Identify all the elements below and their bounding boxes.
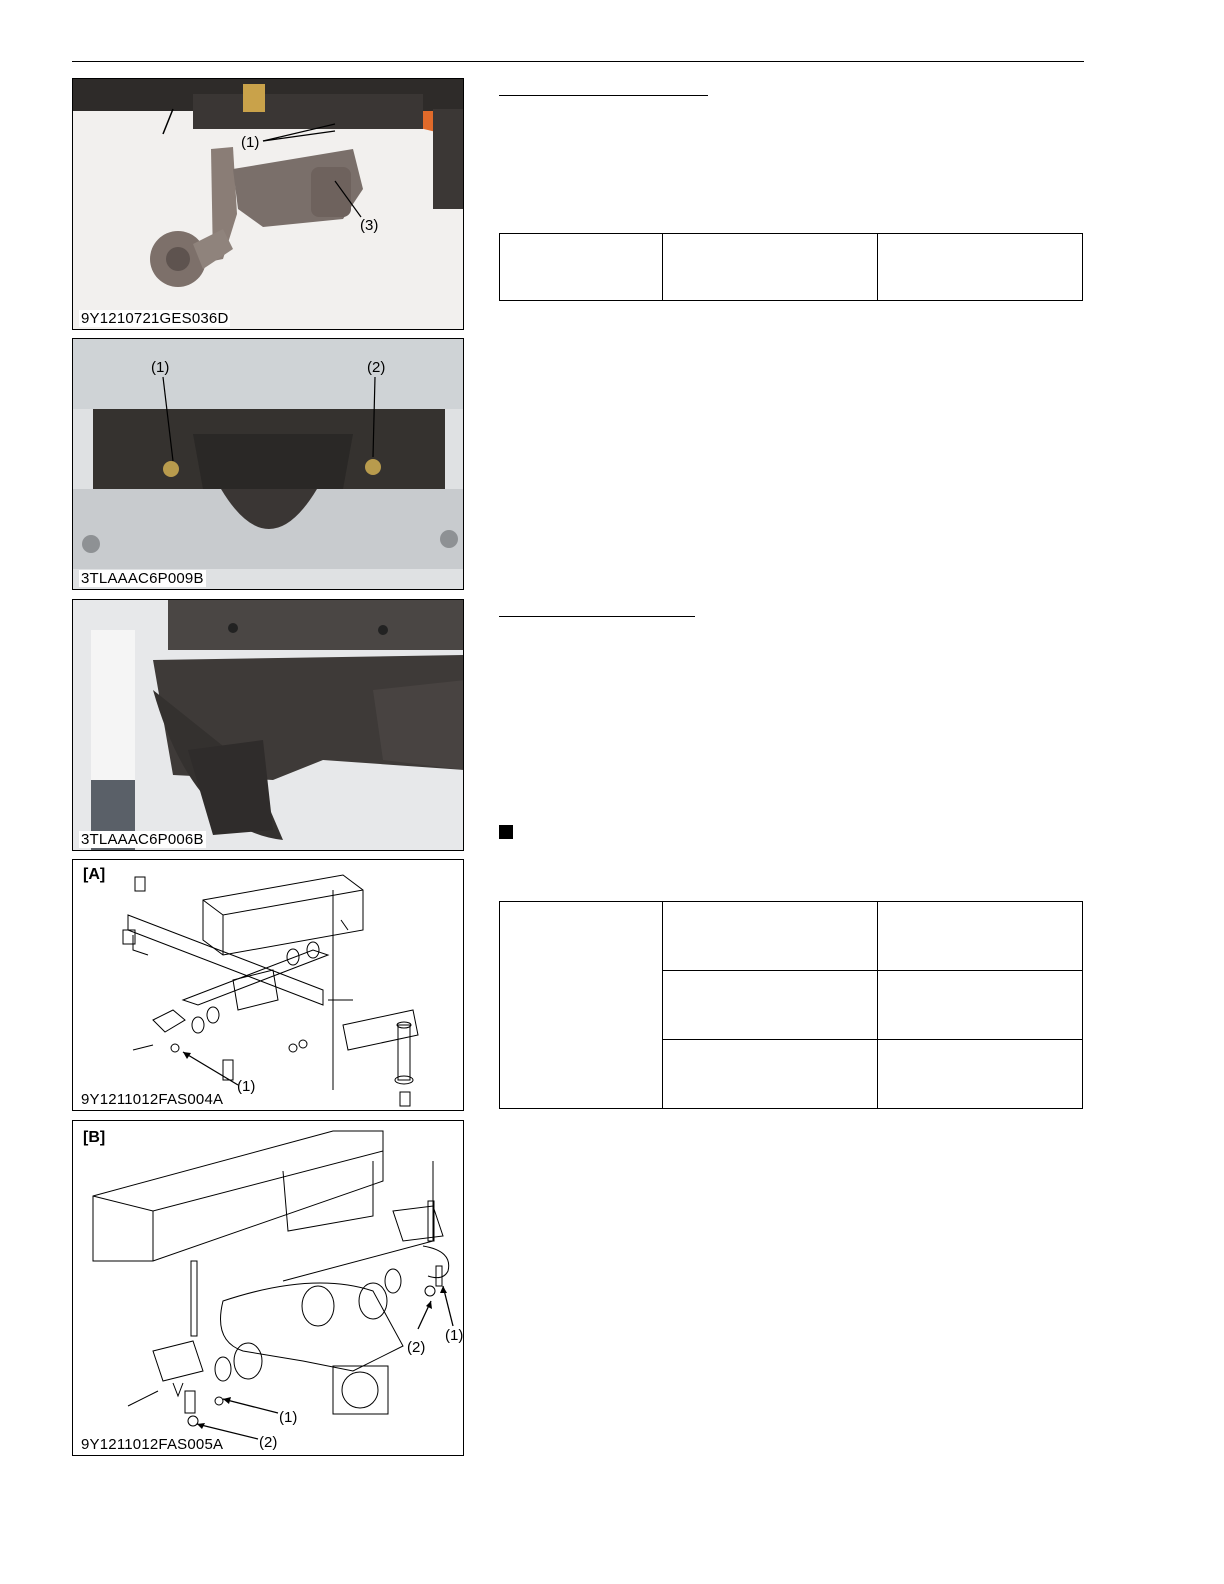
- callout-2: (2): [259, 1434, 278, 1451]
- spec-table-cell: [500, 234, 663, 301]
- callout-2-right: (2): [407, 1339, 426, 1356]
- exploded-diagram-b: [73, 1121, 464, 1456]
- callout-1-right: (1): [445, 1327, 464, 1344]
- axle-support-photo: [73, 600, 464, 851]
- spec-table-cell: [878, 234, 1083, 301]
- section-heading-underline-2: [499, 616, 695, 617]
- spec-table-cell: [663, 234, 878, 301]
- figure-4-diagram: [72, 859, 464, 1111]
- spec-table-cell: [878, 1040, 1083, 1109]
- spec-table-cell: [500, 902, 663, 1109]
- frame-underside-photo: [73, 339, 464, 590]
- callout-1: (1): [237, 1078, 256, 1095]
- spec-table-cell: [663, 902, 878, 971]
- callout-1: (1): [151, 359, 170, 376]
- spec-table-cell: [663, 971, 878, 1040]
- callout-1: (1): [241, 134, 260, 151]
- section-heading-underline-1: [499, 95, 708, 96]
- header-rule: [72, 61, 1084, 62]
- panel-label: [B]: [83, 1129, 106, 1146]
- spec-table-cell: [878, 971, 1083, 1040]
- figure-3-photo: [72, 599, 464, 851]
- figure-1-photo: [72, 78, 464, 330]
- spec-table-1: [499, 233, 1083, 301]
- figure-caption: 9Y1211012FAS004A: [81, 1091, 224, 1108]
- callout-3: (3): [360, 217, 379, 234]
- exploded-diagram-a: [73, 860, 464, 1111]
- bullet-square-icon: [499, 825, 513, 839]
- front-axle-photo: [73, 79, 464, 330]
- figure-5-diagram: [72, 1120, 464, 1456]
- figure-caption: 9Y1211012FAS005A: [81, 1436, 224, 1453]
- spec-table-2: [499, 901, 1083, 1109]
- figure-caption: 3TLAAAC6P006B: [81, 831, 204, 848]
- panel-label: [A]: [83, 866, 106, 883]
- spec-table-cell: [878, 902, 1083, 971]
- figure-caption: 9Y1210721GES036D: [81, 310, 229, 327]
- figure-caption: 3TLAAAC6P009B: [81, 570, 204, 587]
- spec-table-cell: [663, 1040, 878, 1109]
- callout-1: (1): [279, 1409, 298, 1426]
- callout-2: (2): [367, 359, 386, 376]
- figure-2-photo: [72, 338, 464, 590]
